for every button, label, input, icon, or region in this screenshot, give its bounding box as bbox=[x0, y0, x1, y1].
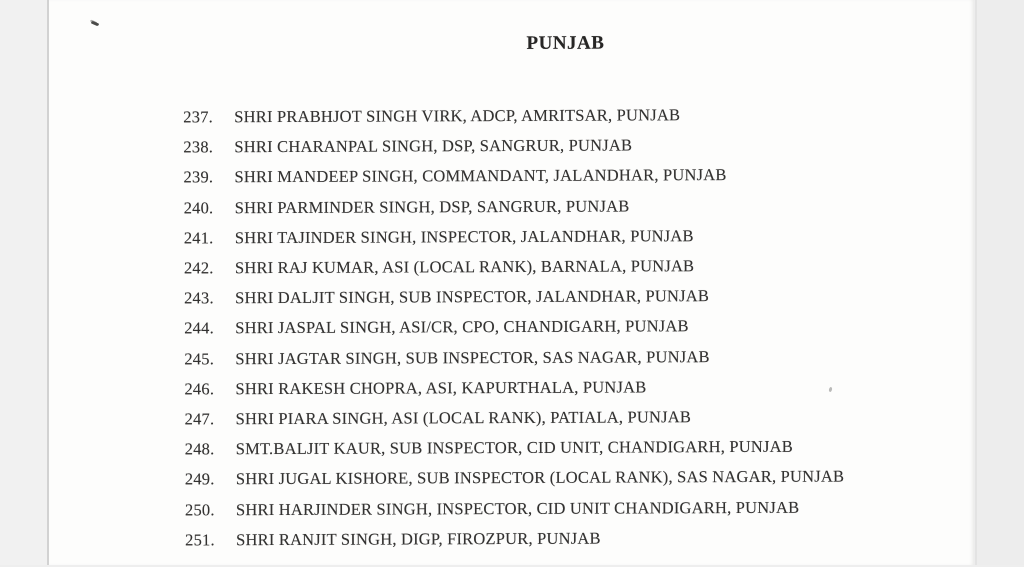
entry-text: SMT.BALJIT KAUR, SUB INSPECTOR, CID UNIT, CHANDIGARH, PUNJAB bbox=[235, 436, 793, 459]
entry-number: 241. bbox=[183, 228, 214, 248]
list-item bbox=[46, 99, 971, 133]
officer-list bbox=[46, 99, 973, 556]
entry-text: SHRI MANDEEP SINGH, COMMANDANT, JALANDHAR, PUNJAB bbox=[234, 165, 727, 187]
entry-number: 242. bbox=[183, 258, 214, 278]
list-item bbox=[46, 129, 971, 163]
entry-text: SHRI TAJINDER SINGH, INSPECTOR, JALANDHAR, PUNJAB bbox=[234, 226, 694, 248]
entry-text: SHRI JUGAL KISHORE, SUB INSPECTOR (LOCAL RANK), SAS NAGAR, PUNJAB bbox=[235, 466, 845, 489]
list-item bbox=[47, 371, 972, 405]
list-item bbox=[46, 159, 971, 193]
list-item bbox=[48, 431, 973, 465]
document-content bbox=[46, 0, 973, 567]
entry-text: SHRI RAKESH CHOPRA, ASI, KAPURTHALA, PUNJAB bbox=[235, 377, 647, 398]
entry-number: 245. bbox=[184, 348, 215, 369]
entry-text: SHRI PARMINDER SINGH, DSP, SANGRUR, PUNJAB bbox=[234, 196, 630, 217]
entry-text: SHRI CHARANPAL SINGH, DSP, SANGRUR, PUNJAB bbox=[234, 135, 633, 157]
entry-number: 240. bbox=[183, 197, 214, 218]
entry-number: 239. bbox=[183, 167, 214, 187]
entry-number: 249. bbox=[184, 469, 215, 489]
entry-number: 244. bbox=[184, 318, 214, 338]
paper-right-edge bbox=[975, 0, 977, 565]
list-item bbox=[48, 522, 973, 556]
entry-number: 246. bbox=[184, 379, 215, 399]
entry-text: SHRI PRABHJOT SINGH VIRK, ADCP, AMRITSAR, PUNJAB bbox=[234, 105, 681, 127]
entry-number: 251. bbox=[185, 530, 215, 550]
list-item bbox=[48, 461, 973, 495]
list-item bbox=[47, 340, 972, 374]
entry-text: SHRI DALJIT SINGH, SUB INSPECTOR, JALANDHAR, PUNJAB bbox=[235, 286, 710, 308]
list-item bbox=[47, 250, 972, 284]
list-item bbox=[47, 280, 972, 314]
entry-number: 248. bbox=[184, 439, 215, 459]
page-title: PUNJAB bbox=[526, 32, 605, 54]
entry-number: 250. bbox=[184, 499, 215, 519]
list-item bbox=[47, 220, 972, 254]
entry-text: SHRI RAJ KUMAR, ASI (LOCAL RANK), BARNALA, PUNJAB bbox=[234, 256, 695, 278]
entry-text: SHRI PIARA SINGH, ASI (LOCAL RANK), PATIALA, PUNJAB bbox=[235, 407, 692, 429]
list-item bbox=[47, 190, 972, 224]
entry-text: SHRI HARJINDER SINGH, INSPECTOR, CID UNIT CHANDIGARH, PUNJAB bbox=[235, 497, 800, 519]
entry-number: 247. bbox=[184, 409, 215, 429]
entry-number: 243. bbox=[184, 288, 214, 308]
entry-text: SHRI JASPAL SINGH, ASI/CR, CPO, CHANDIGARH, PUNJAB bbox=[235, 316, 689, 338]
entry-text: SHRI JAGTAR SINGH, SUB INSPECTOR, SAS NAGAR, PUNJAB bbox=[235, 346, 710, 368]
entry-number: 237. bbox=[183, 107, 214, 127]
list-item bbox=[47, 310, 972, 344]
list-item bbox=[48, 491, 973, 525]
entry-number: 238. bbox=[183, 137, 214, 157]
entry-text: SHRI RANJIT SINGH, DIGP, FIROZPUR, PUNJAB bbox=[236, 528, 601, 549]
list-item bbox=[48, 401, 973, 435]
